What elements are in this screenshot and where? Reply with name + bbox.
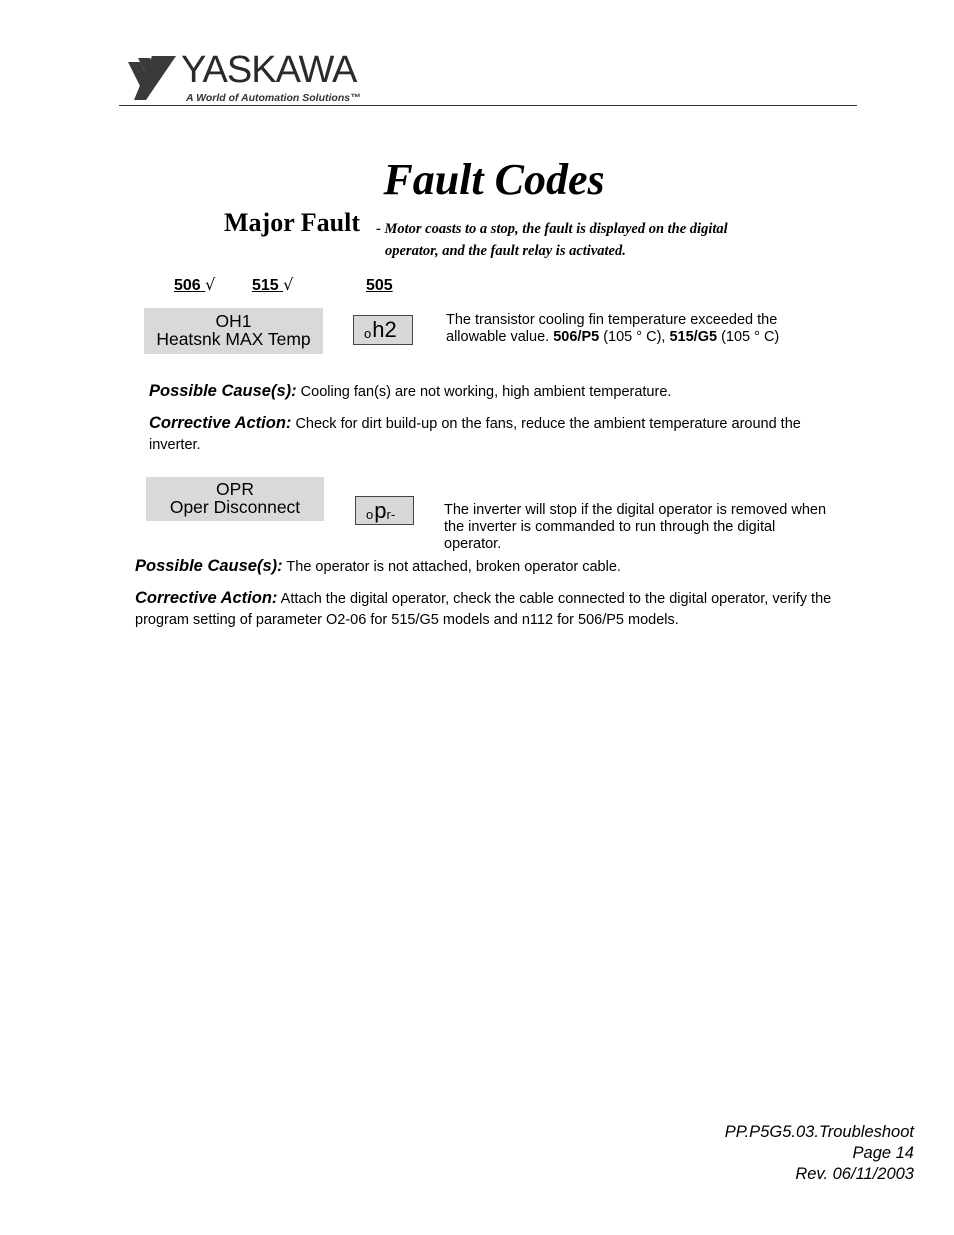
footer-doc-id: PP.P5G5.03.Troubleshoot: [724, 1123, 914, 1141]
fault-oh1-action: [149, 413, 829, 456]
model-506-label: [174, 275, 215, 296]
cause-label: Possible Cause(s):: [135, 557, 283, 575]
display-suffix: r-: [386, 507, 396, 522]
display-prefix: o: [364, 326, 372, 341]
footer-page-number: Page 14: [852, 1144, 914, 1162]
temp-g5: (105 ° C): [721, 329, 780, 345]
major-fault-desc-line1: Motor coasts to a stop, the fault is displayed on the digital: [384, 221, 728, 237]
check-mark-icon: √: [205, 275, 216, 294]
cause-text: The operator is not attached, broken operator cable.: [286, 559, 621, 575]
model-g5: 515/G5: [669, 329, 718, 345]
display-prefix: o: [366, 507, 374, 522]
fault-oh1-code: OH1: [215, 311, 252, 331]
page-footer: [725, 1122, 914, 1185]
fault-oh1-cause: [149, 381, 829, 403]
fault-opr-display: [355, 496, 414, 525]
display-code: h2: [372, 317, 397, 342]
cause-label: Possible Cause(s):: [149, 382, 297, 400]
action-label: Corrective Action:: [149, 414, 292, 432]
major-fault-heading: Major Fault: [224, 208, 360, 237]
brand-tagline: A World of Automation Solutions™: [186, 92, 361, 104]
description-text: The transistor cooling fin temperature exceeded the allowable value.: [446, 312, 778, 345]
fault-opr-cause: [135, 556, 845, 578]
fault-opr-action: [135, 588, 845, 631]
fault-oh1-box: [144, 308, 323, 354]
header-divider: [119, 105, 857, 106]
display-code: p: [374, 498, 387, 523]
model-p5: 506/P5: [553, 329, 600, 345]
fault-opr-name: Oper Disconnect: [169, 497, 301, 517]
page-title: Fault Codes: [383, 155, 605, 204]
fault-opr-description: The inverter will stop if the digital operator is removed when the inverter is commanded to run through the digital operator.: [444, 502, 827, 552]
cause-text: Cooling fan(s) are not working, high ambient temperature.: [300, 384, 672, 400]
footer-revision: Rev. 06/11/2003: [795, 1165, 914, 1183]
action-text: Check for dirt build-up on the fans, reduce the ambient temperature around the inverter.: [149, 416, 801, 453]
fault-oh2-display: [353, 315, 413, 345]
model-515-label: [252, 275, 293, 296]
action-label: Corrective Action:: [135, 589, 278, 607]
fault-opr-box: [146, 477, 324, 521]
major-fault-description: [376, 218, 796, 262]
yaskawa-logo-icon: [126, 54, 178, 100]
fault-oh1-name: Heatsnk MAX Temp: [156, 329, 311, 349]
fault-oh1-description: [446, 312, 826, 346]
major-fault-dash: -: [376, 221, 381, 237]
model-505-label: [366, 276, 393, 296]
model-515: 515: [252, 277, 279, 294]
model-505: 505: [366, 277, 393, 294]
temp-p5: (105 ° C),: [603, 329, 666, 345]
model-506: 506: [174, 277, 201, 294]
major-fault-desc-line2: operator, and the fault relay is activated.: [385, 243, 626, 259]
fault-opr-code: OPR: [216, 479, 254, 499]
brand-name: YASKAWA: [181, 49, 357, 91]
check-mark-icon: √: [283, 275, 294, 294]
action-text: Attach the digital operator, check the cable connected to the digital operator, verify the program setting of parameter O2-06 for 515/G5 models and n112 for 506/P5 models.: [135, 591, 832, 628]
